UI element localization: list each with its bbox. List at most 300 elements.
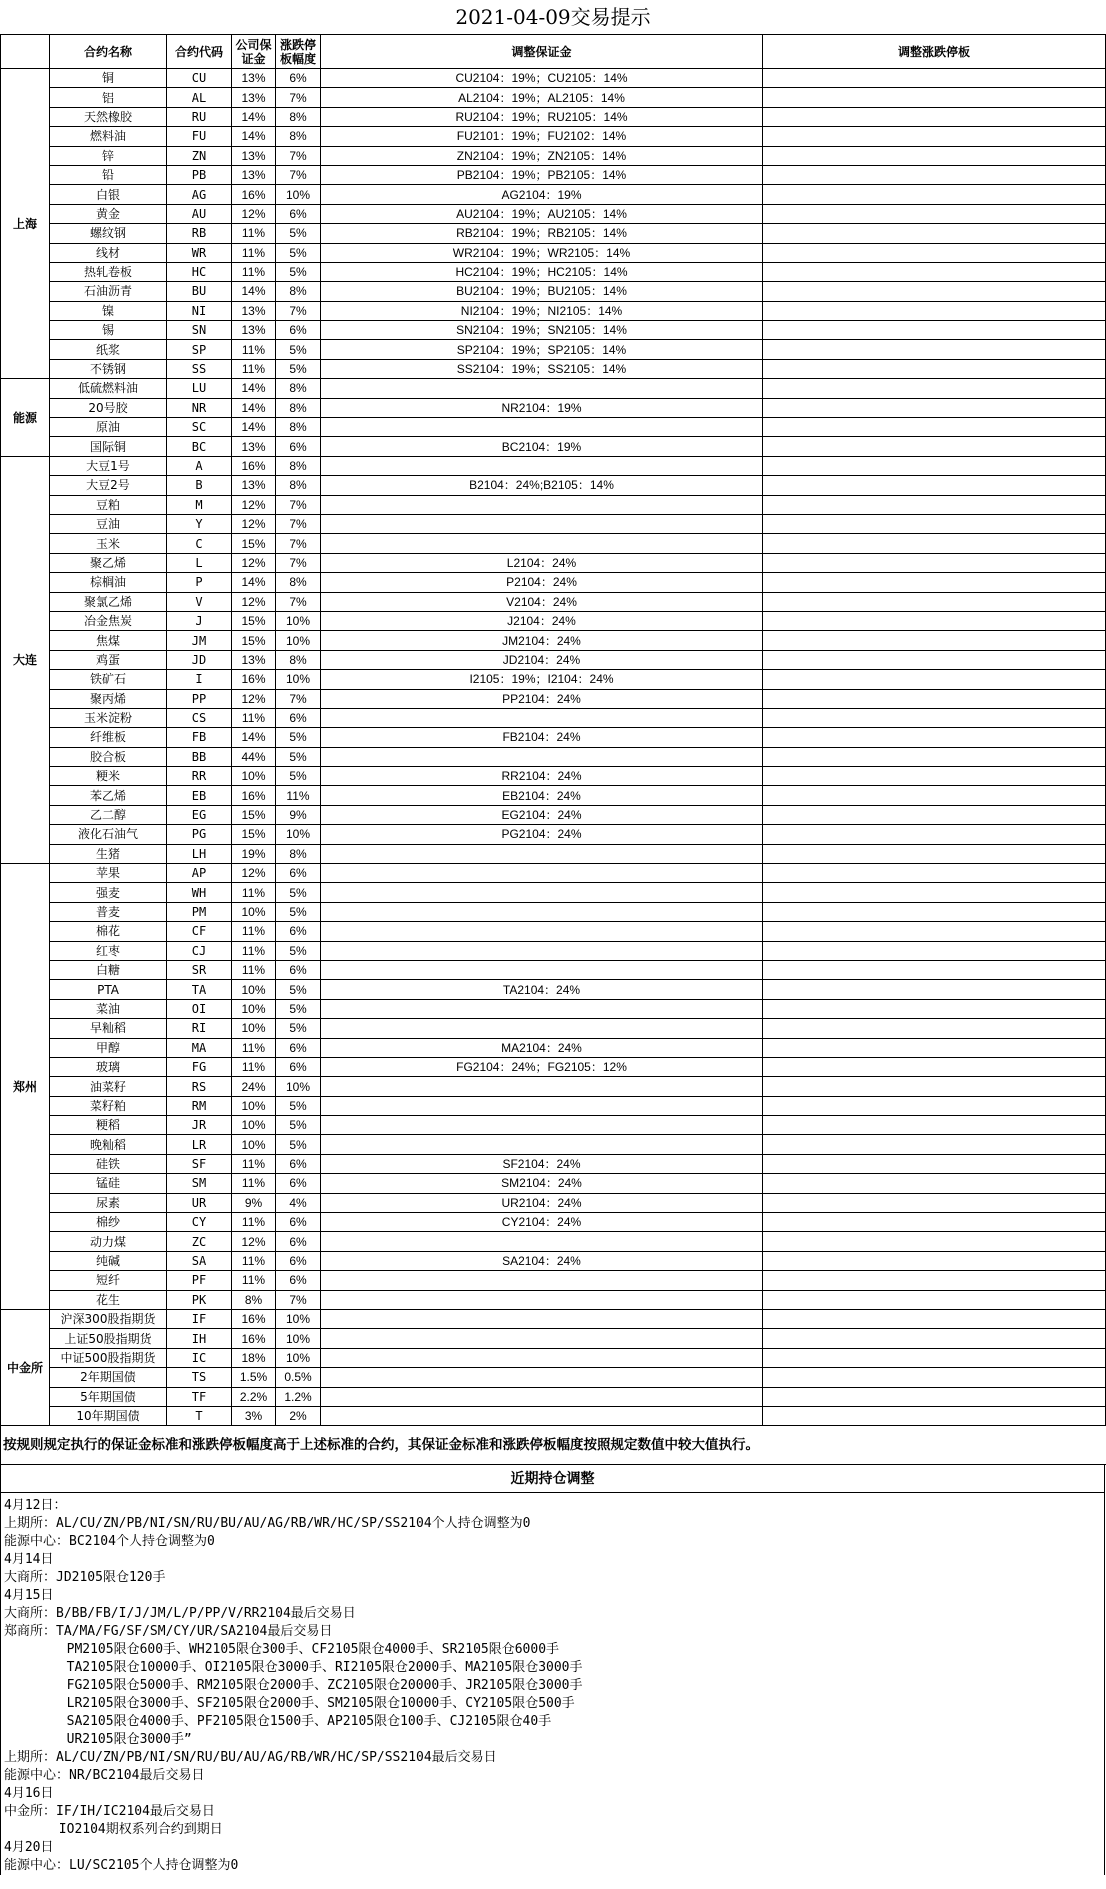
contract-name-cell: 动力煤 (50, 1232, 167, 1251)
adjusted-limit-cell (763, 670, 1106, 689)
contract-code-cell: PG (167, 825, 232, 844)
adjusted-limit-cell (763, 262, 1106, 281)
adjusted-limit-cell (763, 1019, 1106, 1038)
contract-name-cell: 液化石油气 (50, 825, 167, 844)
adjusted-margin-cell (321, 1387, 763, 1406)
adjusted-margin-cell: TA2104：24% (321, 980, 763, 999)
table-row (1, 1232, 1106, 1251)
adjusted-margin-cell: BU2104：19%；BU2105：14% (321, 282, 763, 301)
position-line: 能源中心：NR/BC2104最后交易日 (4, 1768, 205, 1784)
table-row (1, 321, 1106, 340)
contract-code-cell: AP (167, 864, 232, 883)
table-row (1, 786, 1106, 805)
table-row (1, 418, 1106, 437)
contract-name-cell: 国际铜 (50, 437, 167, 456)
adjusted-limit-cell (763, 1193, 1106, 1212)
limit-cell: 10% (276, 825, 321, 844)
exchange-cell: 郑州 (1, 864, 50, 1310)
adjusted-limit-cell (763, 1232, 1106, 1251)
adjusted-margin-cell: CY2104：24% (321, 1213, 763, 1232)
position-line: 上期所：AL/CU/ZN/PB/NI/SN/RU/BU/AU/AG/RB/WR/HC/SP/SS2104最后交易日 (4, 1750, 497, 1766)
contract-code-cell: BU (167, 282, 232, 301)
exchange-cell: 中金所 (1, 1310, 50, 1426)
adjusted-margin-cell (321, 1135, 763, 1154)
margin-cell: 13% (232, 476, 276, 495)
table-row (1, 980, 1106, 999)
table-row (1, 1251, 1106, 1270)
contract-name-cell: 中证500股指期货 (50, 1348, 167, 1367)
margin-cell: 15% (232, 631, 276, 650)
adjusted-margin-cell (321, 1232, 763, 1251)
adjusted-limit-cell (763, 1310, 1106, 1329)
contract-name-cell: 油菜籽 (50, 1077, 167, 1096)
contract-code-cell: LR (167, 1135, 232, 1154)
table-row (1, 69, 1106, 88)
adjusted-margin-cell: J2104：24% (321, 611, 763, 630)
contract-code-cell: LU (167, 379, 232, 398)
adjusted-limit-cell (763, 689, 1106, 708)
contract-name-cell: 焦煤 (50, 631, 167, 650)
adjusted-margin-cell: PP2104：24% (321, 689, 763, 708)
adjusted-limit-cell (763, 1271, 1106, 1290)
limit-cell: 10% (276, 1329, 321, 1348)
adjusted-margin-cell: EB2104：24% (321, 786, 763, 805)
contract-code-cell: SS (167, 359, 232, 378)
adjusted-margin-cell: L2104：24% (321, 553, 763, 572)
margin-cell: 15% (232, 805, 276, 824)
limit-cell: 6% (276, 1038, 321, 1057)
adjusted-margin-cell (321, 1348, 763, 1367)
limit-cell: 10% (276, 631, 321, 650)
table-row (1, 864, 1106, 883)
contract-code-cell: PB (167, 165, 232, 184)
margin-cell: 13% (232, 437, 276, 456)
limit-cell: 5% (276, 224, 321, 243)
position-line: 能源中心：BC2104个人持仓调整为0 (4, 1534, 215, 1550)
margin-cell: 10% (232, 1019, 276, 1038)
contract-code-cell: JM (167, 631, 232, 650)
position-line: 上期所：AL/CU/ZN/PB/NI/SN/RU/BU/AU/AG/RB/WR/HC/SP/SS2104个人持仓调整为0 (4, 1516, 531, 1532)
margin-cell: 12% (232, 495, 276, 514)
position-line: 大商所：B/BB/FB/I/J/JM/L/P/PP/V/RR2104最后交易日 (4, 1606, 356, 1622)
limit-cell: 6% (276, 1174, 321, 1193)
margin-cell: 16% (232, 456, 276, 475)
margin-cell: 11% (232, 922, 276, 941)
contract-name-cell: 沪深300股指期货 (50, 1310, 167, 1329)
table-row (1, 941, 1106, 960)
margin-cell: 11% (232, 340, 276, 359)
contract-name-cell: 强麦 (50, 883, 167, 902)
contract-code-cell: EB (167, 786, 232, 805)
limit-cell: 5% (276, 980, 321, 999)
limit-cell: 10% (276, 185, 321, 204)
contract-code-cell: PP (167, 689, 232, 708)
limit-cell: 6% (276, 922, 321, 941)
limit-cell: 5% (276, 883, 321, 902)
adjusted-limit-cell (763, 999, 1106, 1018)
position-adjustment-list (0, 1493, 1105, 1875)
adjusted-margin-cell (321, 456, 763, 475)
position-line: 4月16日 (4, 1786, 54, 1802)
contract-code-cell: HC (167, 262, 232, 281)
adjusted-margin-cell: MA2104：24% (321, 1038, 763, 1057)
adjusted-limit-cell (763, 825, 1106, 844)
table-row (1, 340, 1106, 359)
adjusted-limit-cell (763, 534, 1106, 553)
contract-code-cell: AU (167, 204, 232, 223)
adjusted-limit-cell (763, 359, 1106, 378)
limit-cell: 0.5% (276, 1368, 321, 1387)
adjusted-limit-cell (763, 1406, 1106, 1425)
adjusted-limit-cell (763, 398, 1106, 417)
margin-cell: 13% (232, 69, 276, 88)
contract-code-cell: IF (167, 1310, 232, 1329)
limit-cell: 5% (276, 902, 321, 921)
contract-name-cell: 大豆1号 (50, 456, 167, 475)
adjusted-margin-cell: PB2104：19%；PB2105：14% (321, 165, 763, 184)
contract-code-cell: CU (167, 69, 232, 88)
adjusted-limit-cell (763, 1290, 1106, 1309)
adjusted-margin-cell (321, 418, 763, 437)
margin-cell: 19% (232, 844, 276, 863)
adjusted-limit-cell (763, 767, 1106, 786)
contract-name-cell: 玻璃 (50, 1057, 167, 1076)
table-row (1, 398, 1106, 417)
position-line: 4月20日 (4, 1840, 54, 1856)
contract-code-cell: SF (167, 1154, 232, 1173)
contract-name-cell: 菜油 (50, 999, 167, 1018)
adjusted-limit-cell (763, 631, 1106, 650)
contract-code-cell: T (167, 1406, 232, 1425)
adjusted-limit-cell (763, 1096, 1106, 1115)
limit-cell: 7% (276, 495, 321, 514)
adjusted-margin-cell: FG2104：24%；FG2105：12% (321, 1057, 763, 1076)
contract-code-cell: AL (167, 88, 232, 107)
adjusted-limit-cell (763, 1348, 1106, 1367)
adjusted-margin-cell (321, 844, 763, 863)
adjusted-margin-cell (321, 747, 763, 766)
limit-cell: 4% (276, 1193, 321, 1212)
adjusted-margin-cell: SA2104：24% (321, 1251, 763, 1270)
adjusted-margin-cell: HC2104：19%；HC2105：14% (321, 262, 763, 281)
contract-code-cell: M (167, 495, 232, 514)
contract-code-cell: CY (167, 1213, 232, 1232)
contract-name-cell: 普麦 (50, 902, 167, 921)
adjusted-limit-cell (763, 224, 1106, 243)
contract-code-cell: WH (167, 883, 232, 902)
margin-cell: 11% (232, 224, 276, 243)
adjusted-margin-cell (321, 1096, 763, 1115)
adjusted-margin-cell: SM2104：24% (321, 1174, 763, 1193)
adjusted-limit-cell (763, 553, 1106, 572)
limit-cell: 7% (276, 146, 321, 165)
exchange-cell: 大连 (1, 456, 50, 863)
limit-cell: 11% (276, 786, 321, 805)
limit-cell: 7% (276, 88, 321, 107)
adjusted-limit-cell (763, 146, 1106, 165)
contract-name-cell: 生猪 (50, 844, 167, 863)
limit-cell: 8% (276, 456, 321, 475)
table-row (1, 1174, 1106, 1193)
margin-cell: 13% (232, 165, 276, 184)
contract-name-cell: 粳稻 (50, 1116, 167, 1135)
margin-cell: 14% (232, 418, 276, 437)
contract-code-cell: ZC (167, 1232, 232, 1251)
table-row (1, 670, 1106, 689)
contract-code-cell: FB (167, 728, 232, 747)
adjusted-limit-cell (763, 1251, 1106, 1270)
contract-code-cell: JR (167, 1116, 232, 1135)
table-row (1, 514, 1106, 533)
limit-cell: 7% (276, 534, 321, 553)
adjusted-limit-cell (763, 321, 1106, 340)
position-line: PM2105限仓600手、WH2105限仓300手、CF2105限仓4000手、SR2105限仓6000手 (4, 1642, 560, 1658)
limit-cell: 5% (276, 728, 321, 747)
margin-cell: 10% (232, 767, 276, 786)
adjusted-margin-cell (321, 1368, 763, 1387)
margin-cell: 16% (232, 185, 276, 204)
limit-cell: 7% (276, 301, 321, 320)
position-line: 能源中心：LU/SC2105个人持仓调整为0 (4, 1858, 239, 1874)
position-line: TA2105限仓10000手、OI2105限仓3000手、RI2105限仓2000手、MA2105限仓3000手 (4, 1660, 583, 1676)
contract-code-cell: NR (167, 398, 232, 417)
table-row (1, 1406, 1106, 1425)
contract-code-cell: PM (167, 902, 232, 921)
limit-cell: 6% (276, 321, 321, 340)
adjusted-margin-cell: I2105：19%；I2104：24% (321, 670, 763, 689)
contract-name-cell: 5年期国债 (50, 1387, 167, 1406)
adjusted-limit-cell (763, 1057, 1106, 1076)
page-title: 2021-04-09交易提示 (455, 5, 651, 29)
contract-code-cell: PF (167, 1271, 232, 1290)
limit-cell: 8% (276, 107, 321, 126)
contract-name-cell: PTA (50, 980, 167, 999)
table-row (1, 611, 1106, 630)
limit-cell: 9% (276, 805, 321, 824)
limit-cell: 5% (276, 1019, 321, 1038)
header-exchange (1, 35, 50, 69)
table-row (1, 1077, 1106, 1096)
table-row (1, 767, 1106, 786)
adjusted-limit-cell (763, 1174, 1106, 1193)
margin-cell: 11% (232, 1154, 276, 1173)
contract-code-cell: PK (167, 1290, 232, 1309)
margin-cell: 10% (232, 999, 276, 1018)
contract-name-cell: 白银 (50, 185, 167, 204)
contract-code-cell: RM (167, 1096, 232, 1115)
limit-cell: 10% (276, 611, 321, 630)
table-row (1, 728, 1106, 747)
table-row (1, 553, 1106, 572)
contract-code-cell: TA (167, 980, 232, 999)
limit-cell: 5% (276, 1096, 321, 1115)
adjusted-limit-cell (763, 476, 1106, 495)
limit-cell: 6% (276, 1251, 321, 1270)
adjusted-limit-cell (763, 418, 1106, 437)
table-row (1, 1387, 1106, 1406)
limit-cell: 6% (276, 204, 321, 223)
adjusted-limit-cell (763, 165, 1106, 184)
table-row (1, 262, 1106, 281)
margin-cell: 12% (232, 592, 276, 611)
adjusted-limit-cell (763, 728, 1106, 747)
adjusted-limit-cell (763, 1077, 1106, 1096)
margin-cell: 16% (232, 1329, 276, 1348)
adjusted-margin-cell (321, 1116, 763, 1135)
table-row (1, 185, 1106, 204)
position-adjustment-title: 近期持仓调整 (0, 1465, 1105, 1493)
adjusted-limit-cell (763, 844, 1106, 863)
table-row (1, 127, 1106, 146)
adjusted-limit-cell (763, 1116, 1106, 1135)
margin-cell: 14% (232, 282, 276, 301)
table-row (1, 456, 1106, 475)
adjusted-margin-cell (321, 864, 763, 883)
adjusted-limit-cell (763, 786, 1106, 805)
limit-cell: 6% (276, 960, 321, 979)
header-company-margin: 公司保证金 (232, 35, 276, 69)
margin-cell: 14% (232, 379, 276, 398)
contract-name-cell: 铅 (50, 165, 167, 184)
contract-name-cell: 热轧卷板 (50, 262, 167, 281)
adjusted-margin-cell: RU2104：19%；RU2105：14% (321, 107, 763, 126)
contract-name-cell: 玉米 (50, 534, 167, 553)
contract-name-cell: 原油 (50, 418, 167, 437)
limit-cell: 8% (276, 379, 321, 398)
limit-cell: 5% (276, 767, 321, 786)
table-row (1, 689, 1106, 708)
contract-name-cell: 聚乙烯 (50, 553, 167, 572)
table-row (1, 437, 1106, 456)
margin-cell: 13% (232, 301, 276, 320)
table-row (1, 301, 1106, 320)
table-row (1, 359, 1106, 378)
contract-code-cell: RU (167, 107, 232, 126)
table-row (1, 1057, 1106, 1076)
adjusted-margin-cell (321, 514, 763, 533)
contract-name-cell: 石油沥青 (50, 282, 167, 301)
adjusted-margin-cell (321, 1406, 763, 1425)
contract-name-cell: 锰硅 (50, 1174, 167, 1193)
contract-code-cell: J (167, 611, 232, 630)
limit-cell: 5% (276, 1135, 321, 1154)
table-row (1, 592, 1106, 611)
contract-code-cell: SA (167, 1251, 232, 1270)
margin-cell: 16% (232, 786, 276, 805)
contract-name-cell: 铁矿石 (50, 670, 167, 689)
table-row (1, 1329, 1106, 1348)
table-row (1, 1193, 1106, 1212)
limit-cell: 7% (276, 165, 321, 184)
position-line: 中金所：IF/IH/IC2104最后交易日 (4, 1804, 215, 1820)
margin-cell: 13% (232, 146, 276, 165)
table-row (1, 805, 1106, 824)
contract-code-cell: CJ (167, 941, 232, 960)
margin-table (0, 34, 1106, 1426)
table-row (1, 146, 1106, 165)
adjusted-margin-cell: V2104：24% (321, 592, 763, 611)
contract-code-cell: B (167, 476, 232, 495)
contract-name-cell: 锡 (50, 321, 167, 340)
adjusted-limit-cell (763, 1329, 1106, 1348)
contract-name-cell: 甲醇 (50, 1038, 167, 1057)
contract-name-cell: 胶合板 (50, 747, 167, 766)
table-row (1, 1096, 1106, 1115)
adjusted-limit-cell (763, 611, 1106, 630)
contract-code-cell: IH (167, 1329, 232, 1348)
adjusted-margin-cell: SN2104：19%；SN2105：14% (321, 321, 763, 340)
contract-code-cell: NI (167, 301, 232, 320)
limit-cell: 5% (276, 1116, 321, 1135)
header-contract-code: 合约代码 (167, 35, 232, 69)
table-row (1, 922, 1106, 941)
contract-name-cell: 镍 (50, 301, 167, 320)
limit-cell: 5% (276, 243, 321, 262)
contract-code-cell: FG (167, 1057, 232, 1076)
margin-cell: 44% (232, 747, 276, 766)
margin-cell: 14% (232, 573, 276, 592)
limit-cell: 8% (276, 650, 321, 669)
limit-cell: 8% (276, 844, 321, 863)
adjusted-margin-cell: NI2104：19%；NI2105：14% (321, 301, 763, 320)
margin-cell: 2.2% (232, 1387, 276, 1406)
margin-cell: 11% (232, 1038, 276, 1057)
contract-name-cell: 20号胶 (50, 398, 167, 417)
table-row (1, 1348, 1106, 1367)
adjusted-margin-cell: FB2104：24% (321, 728, 763, 747)
adjusted-limit-cell (763, 747, 1106, 766)
table-row (1, 999, 1106, 1018)
adjusted-limit-cell (763, 708, 1106, 727)
adjusted-margin-cell (321, 1077, 763, 1096)
contract-code-cell: LH (167, 844, 232, 863)
margin-cell: 15% (232, 534, 276, 553)
table-row (1, 631, 1106, 650)
limit-cell: 6% (276, 437, 321, 456)
table-row (1, 379, 1106, 398)
contract-name-cell: 天然橡胶 (50, 107, 167, 126)
contract-code-cell: JD (167, 650, 232, 669)
contract-code-cell: EG (167, 805, 232, 824)
table-header-row (1, 35, 1106, 69)
adjusted-limit-cell (763, 805, 1106, 824)
exchange-cell: 上海 (1, 69, 50, 379)
contract-name-cell: 纤维板 (50, 728, 167, 747)
margin-cell: 13% (232, 88, 276, 107)
adjusted-limit-cell (763, 340, 1106, 359)
adjusted-margin-cell: B2104：24%;B2105：14% (321, 476, 763, 495)
contract-name-cell: 黄金 (50, 204, 167, 223)
contract-name-cell: 螺纹钢 (50, 224, 167, 243)
adjusted-margin-cell (321, 902, 763, 921)
margin-cell: 13% (232, 321, 276, 340)
margin-cell: 16% (232, 1310, 276, 1329)
table-row (1, 165, 1106, 184)
contract-name-cell: 早籼稻 (50, 1019, 167, 1038)
contract-code-cell: SC (167, 418, 232, 437)
margin-cell: 3% (232, 1406, 276, 1425)
table-row (1, 650, 1106, 669)
margin-cell: 8% (232, 1290, 276, 1309)
limit-cell: 8% (276, 282, 321, 301)
table-row (1, 476, 1106, 495)
margin-cell: 9% (232, 1193, 276, 1212)
adjusted-margin-cell (321, 1329, 763, 1348)
limit-cell: 7% (276, 514, 321, 533)
margin-cell: 1.5% (232, 1368, 276, 1387)
adjusted-limit-cell (763, 204, 1106, 223)
adjusted-margin-cell: RB2104：19%；RB2105：14% (321, 224, 763, 243)
